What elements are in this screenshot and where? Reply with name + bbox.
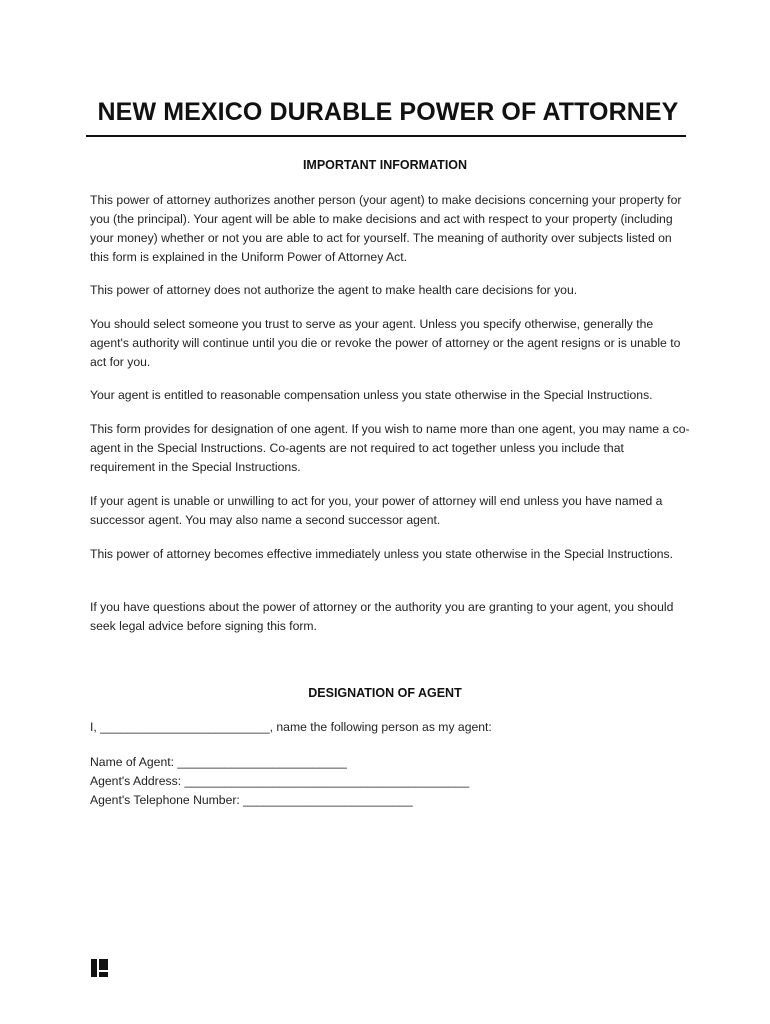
legal-templates-logo-icon xyxy=(90,958,110,978)
paragraph-compensation: Your agent is entitled to reasonable compensation unless you state otherwise in the Special Instructions. xyxy=(90,388,653,402)
paragraph-effective: This power of attorney becomes effective immediately unless you state otherwise in the Special Instructions. xyxy=(90,547,674,561)
paragraph-co-agent: This form provides for designation of one agent. If you wish to name more than one agent, you may name a co-agent in the Special Instructions. Co-agents are not required to act together unless you include that requirement in the Special Instructions. xyxy=(90,422,690,474)
principal-name-field[interactable]: I, _________________________, name the following person as my agent: xyxy=(90,720,492,734)
paragraph-authorization: This power of attorney authorizes another person (your agent) to make decisions concerning your property for you (the principal). Your agent will be able to make decisions and act with respect to your property (including your money) whether or not you are able to act for yourself. The meaning of authority over subjects listed on this form is explained in the Uniform Power of Attorney Act. xyxy=(90,193,682,264)
paragraph-health-care: This power of attorney does not authorize the agent to make health care decisions for you. xyxy=(90,283,578,297)
document-title: NEW MEXICO DURABLE POWER OF ATTORNEY xyxy=(97,98,679,126)
agent-name-field[interactable]: Name of Agent: _________________________ xyxy=(90,755,347,769)
important-information-heading: IMPORTANT INFORMATION xyxy=(302,158,468,172)
title-underline xyxy=(86,135,686,137)
paragraph-successor-agent: If your agent is unable or unwilling to act for you, your power of attorney will end unless you have named a successor agent. You may also name a second successor agent. xyxy=(90,494,663,527)
agent-address-field[interactable]: Agent's Address: __________________________________________ xyxy=(90,774,470,788)
paragraph-legal-advice: If you have questions about the power of attorney or the authority you are granting to your agent, you should seek legal advice before signing this form. xyxy=(90,600,674,633)
paragraph-select-agent: You should select someone you trust to serve as your agent. Unless you specify otherwise, generally the agent's authority will continue until you die or revoke the power of attorney or the agent resigns or is unable to act for you. xyxy=(90,317,681,369)
designation-of-agent-heading: DESIGNATION OF AGENT xyxy=(308,686,462,700)
agent-telephone-field[interactable]: Agent's Telephone Number: _________________________ xyxy=(90,793,413,807)
